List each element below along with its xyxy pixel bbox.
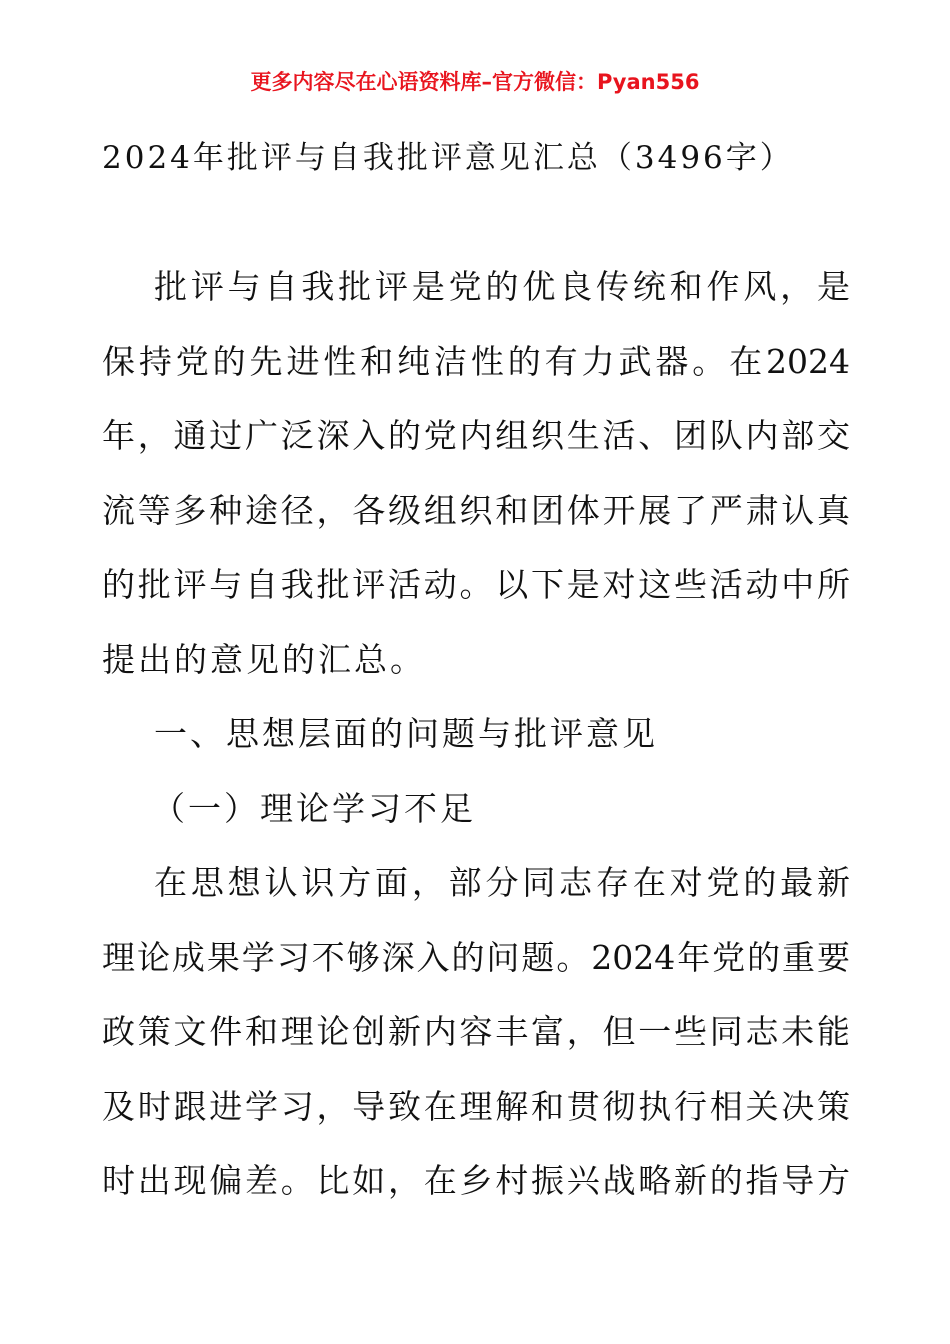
paragraph-line: 及时跟进学习，导致在理解和贯彻执行相关决策 (102, 1086, 850, 1126)
section-heading: 一、思想层面的问题与批评意见 (154, 714, 658, 753)
paragraph-line: 批评与自我批评是党的优良传统和作风，是 (154, 267, 850, 306)
paragraph-line: 理论成果学习不够深入的问题。2024年党的重要 (102, 937, 850, 977)
paragraph-line: 政策文件和理论创新内容丰富，但一些同志未能 (102, 1012, 850, 1051)
paragraph-line: 流等多种途径，各级组织和团体开展了严肃认真 (102, 490, 850, 530)
paragraph-line: 提出的意见的汇总。 (102, 639, 426, 679)
paragraph-line: 年，通过广泛深入的党内组织生活、团队内部交 (102, 416, 850, 455)
paragraph-line: 在思想认识方面，部分同志存在对党的最新 (154, 863, 850, 902)
paragraph-line: 的批评与自我批评活动。以下是对这些活动中所 (102, 565, 850, 604)
document-title: 2024年批评与自我批评意见汇总（3496字） (102, 140, 794, 176)
watermark-banner: 更多内容尽在心语资料库–官方微信：Pyan556 (250, 70, 700, 94)
subsection-heading: （一）理论学习不足 (152, 788, 476, 828)
paragraph-line: 时出现偏差。比如，在乡村振兴战略新的指导方 (102, 1161, 850, 1200)
paragraph-line: 保持党的先进性和纯洁性的有力武器。在2024 (102, 341, 850, 381)
document-body (102, 260, 850, 1229)
